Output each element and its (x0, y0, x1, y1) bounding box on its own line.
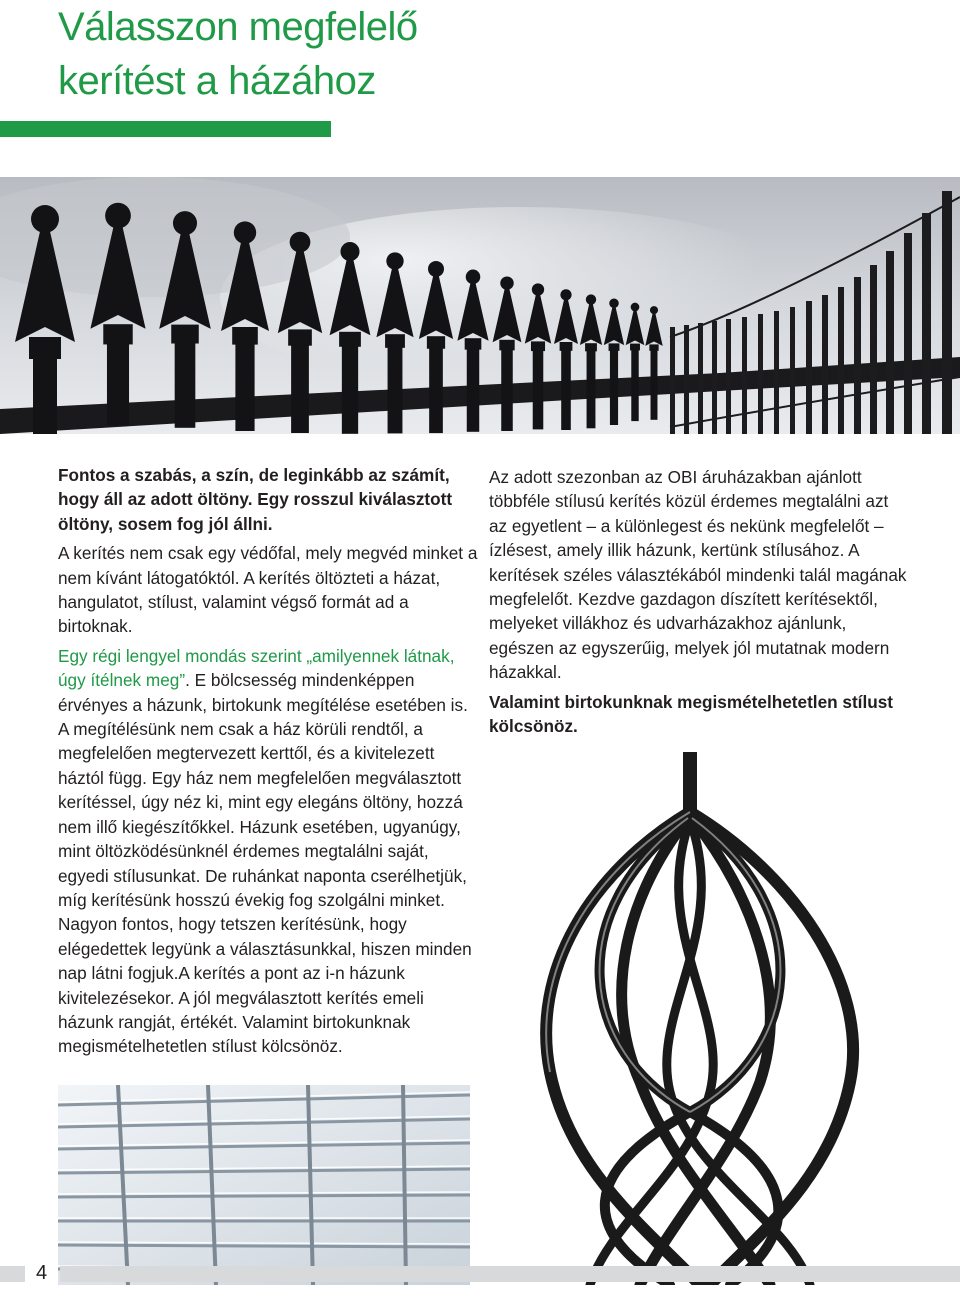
page-number: 4 (36, 1262, 48, 1284)
page-title (58, 0, 418, 108)
right-paragraph-1: Az adott szezonban az OBI áruházakban ajánlott többféle stílusú kerítés közül érdemes megtalálni azt az egyetlent – a különlegest és nekünk megfelelőt –ízlésest, amely illik házunk, kertünk stílusához. A kerítések széles választékából mindenki talál magának megfelelőt. Kezdve gazdagon díszített kerítésektől, melyeket villákhoz és udvarházakhoz ajánlunk, egészen az egyszerűig, melyek jól mutatnak modern házakkal. (489, 467, 907, 683)
title-line-1: Válasszon megfelelő (58, 5, 418, 49)
title-line-2: kerítést a házához (58, 59, 376, 103)
steel-bars-photo (58, 1085, 470, 1285)
paragraph-2-rest: . E bölcsesség mindenképpen érvényes a házunk, birtokunk megítélése esetében is. A megítélésünk nem csak a ház körüli rendtől, a megfelelően megtervezett kerttől, és a kivitelezett háztól függ. Egy ház nem megfelelően megválasztott kerítéssel, úgy néz ki, mint egy elegáns öltöny, hozzá nem illő kiegészítőkkel. Házunk esetében, ugyanúgy, mint öltözködésünknél érdemes megtalálni saját, egyedi stílusunkat. De ruhánkat naponta cserélhetjük, míg kerítésünk hosszú évekig fog szolgálni minket. Nagyon fontos, hogy tetszen kerítésünk, hogy elégedettek legyünk a választásunkkal, hiszen minden nap látni fogjuk.A kerítés a pont az i-n házunk kivitelezésekor. A jól megválasztott kerítés emeli házunk rangját, értékét. Valamint birtokunknak megismételhetetlen stílust kölcsönöz. (58, 670, 472, 1057)
lead-paragraph: Fontos a szabás, a szín, de leginkább az számít, hogy áll az adott öltöny. Egy rosszul kiválasztott öltöny, sosem fog jól állni. (58, 465, 453, 534)
paragraph-1: A kerítés nem csak egy védőfal, mely megvéd minket a nem kívánt látogatóktól. A kerítés öltözteti a házat, hangulatot, stílust, valamint végső formát ad a birtoknak. (58, 543, 478, 637)
paragraph-2 (58, 644, 478, 1059)
fence-spikes-photo (0, 177, 960, 434)
paragraph-2-start: Egy régi lengyel mondás szerint (58, 645, 307, 666)
left-column (58, 463, 478, 1064)
paragraph-2-quote: „amilyennek látnak, úgy ítélnek meg” (58, 645, 455, 691)
footer-bar (60, 1266, 960, 1282)
right-column (489, 465, 909, 743)
title-accent-bar (0, 121, 331, 137)
footer-bar-left (0, 1266, 25, 1282)
twisted-iron-basket-photo (470, 752, 960, 1285)
right-paragraph-bold: Valamint birtokunknak megismételhetetlen stílust kölcsönöz. (489, 691, 894, 737)
